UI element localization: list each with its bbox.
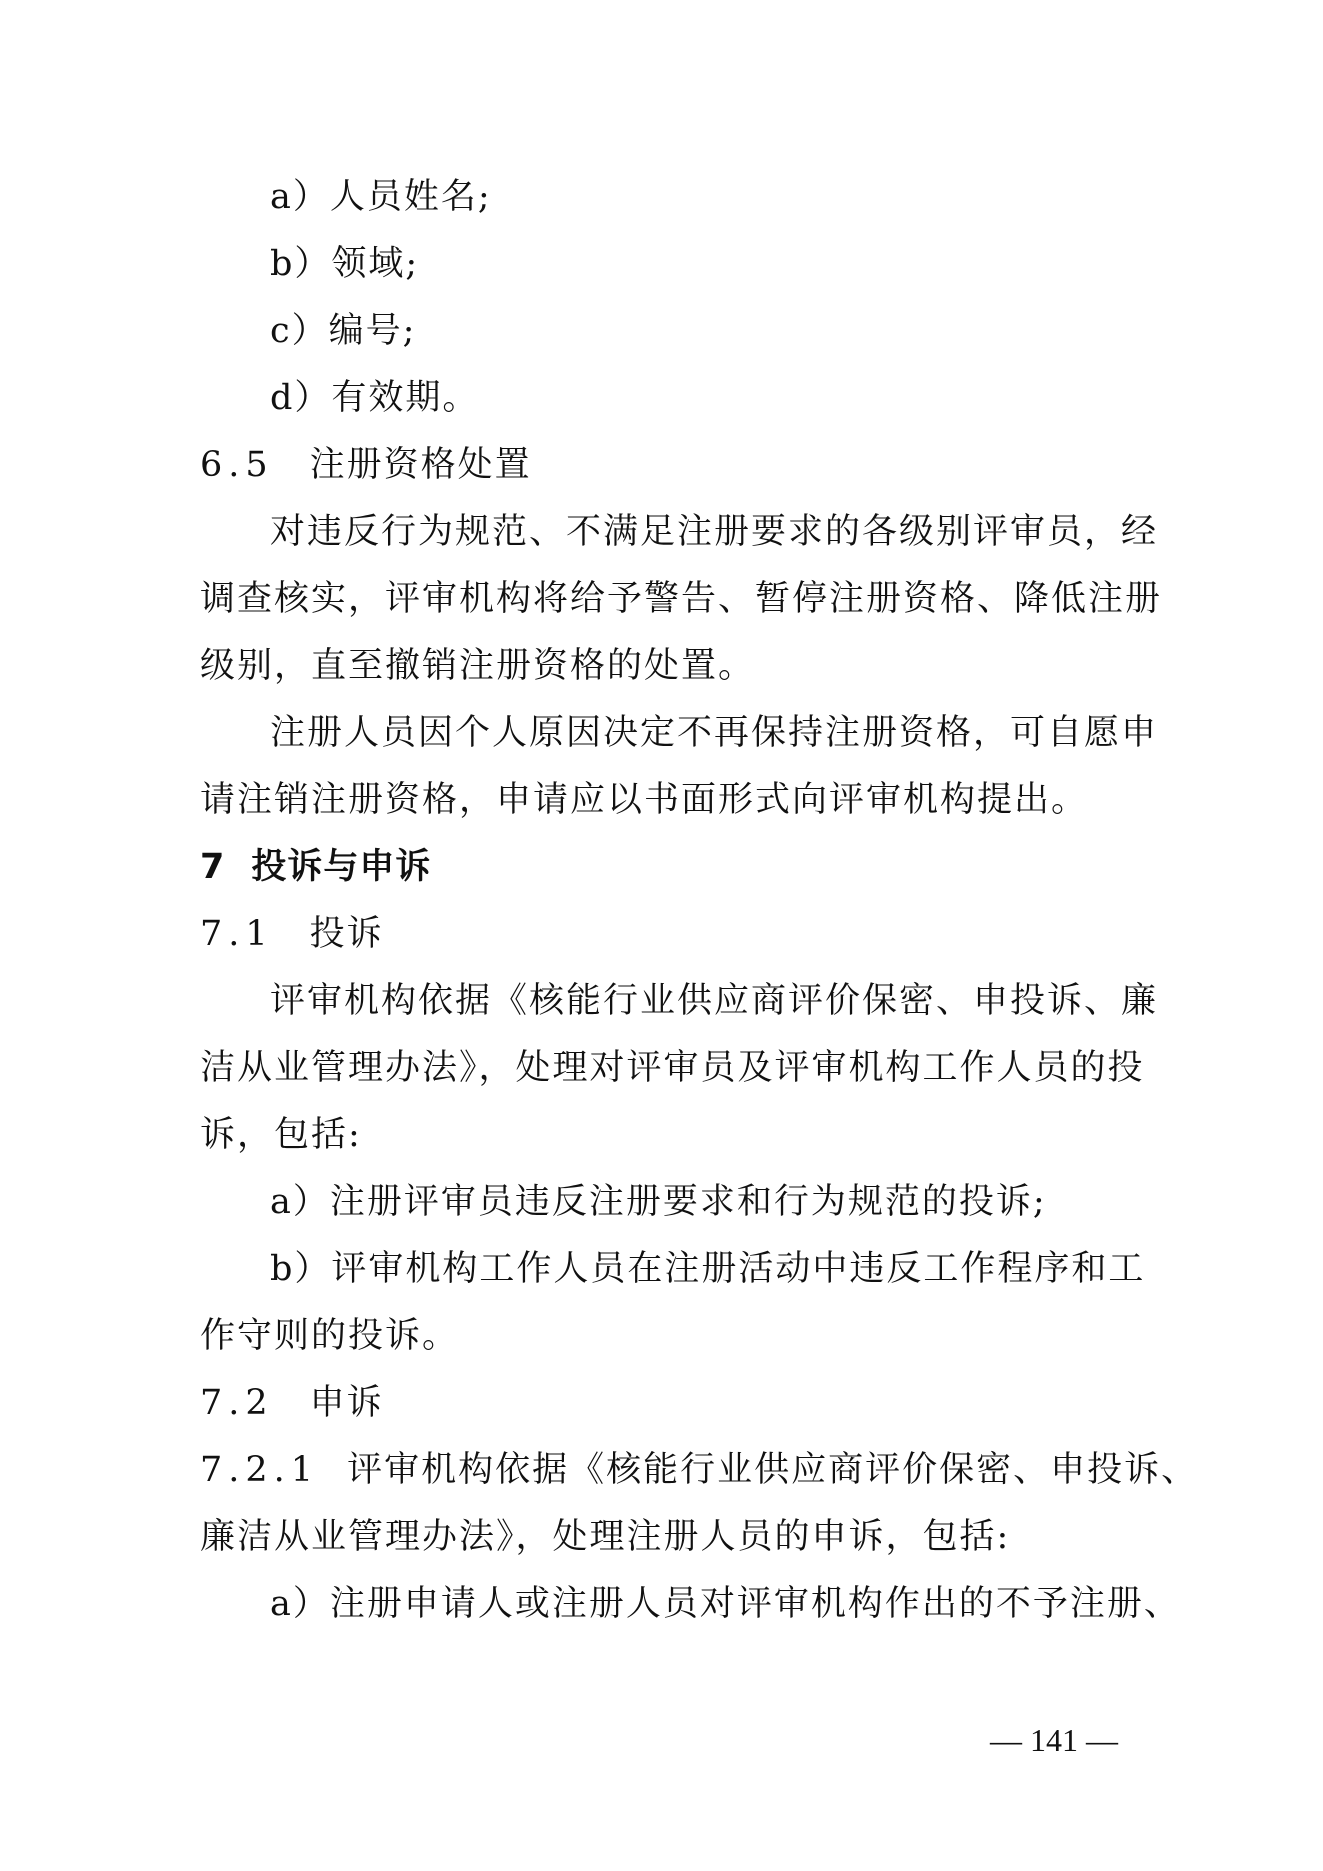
list-item-d-validity: d）有效期。 <box>270 378 480 418</box>
clause-7-2-1 <box>200 1448 1198 1492</box>
paragraph-line: 诉，包括: <box>200 1115 362 1155</box>
section-heading-7-2 <box>200 1381 384 1425</box>
list-item-a-complaint: a）注册评审员违反注册要求和行为规范的投诉; <box>270 1182 1047 1222</box>
paragraph-line: 请注销注册资格，申请应以书面形式向评审机构提出。 <box>200 780 1089 820</box>
chapter-heading-7 <box>200 845 431 889</box>
list-item-a-name: a）人员姓名; <box>270 177 492 217</box>
section-heading-6-5 <box>200 443 532 487</box>
chapter-title: 投诉与申诉 <box>251 847 432 887</box>
list-item-b-field: b）领域; <box>270 244 420 284</box>
section-number: 7.2 <box>200 1383 274 1423</box>
list-item-b-complaint: b）评审机构工作人员在注册活动中违反工作程序和工 <box>270 1249 1146 1289</box>
section-title: 投诉 <box>309 914 384 954</box>
section-title: 注册资格处置 <box>309 445 532 485</box>
list-item-a-appeal: a）注册申请人或注册人员对评审机构作出的不予注册、 <box>270 1584 1181 1624</box>
section-heading-7-1 <box>200 912 384 956</box>
clause-number: 7.2.1 <box>200 1450 320 1490</box>
section-number: 7.1 <box>200 914 274 954</box>
list-item-c-number: c）编号; <box>270 311 417 351</box>
paragraph-line: 注册人员因个人原因决定不再保持注册资格，可自愿申 <box>270 713 1159 753</box>
page-number: — 141 — <box>990 1722 1118 1758</box>
paragraph-line: 洁从业管理办法》，处理对评审员及评审机构工作人员的投 <box>200 1048 1145 1088</box>
clause-text: 评审机构依据《核能行业供应商评价保密、申投诉、 <box>347 1450 1199 1490</box>
section-number: 6.5 <box>200 445 274 485</box>
paragraph-line: 作守则的投诉。 <box>200 1316 460 1356</box>
paragraph-line: 级别，直至撤销注册资格的处置。 <box>200 646 756 686</box>
paragraph-line: 评审机构依据《核能行业供应商评价保密、申投诉、廉 <box>270 981 1159 1021</box>
chapter-number: 7 <box>200 847 226 887</box>
paragraph-line: 廉洁从业管理办法》，处理注册人员的申诉，包括: <box>200 1517 1011 1557</box>
paragraph-line: 调查核实，评审机构将给予警告、暂停注册资格、降低注册 <box>200 579 1163 619</box>
paragraph-line: 对违反行为规范、不满足注册要求的各级别评审员，经 <box>270 512 1159 552</box>
section-title: 申诉 <box>309 1383 384 1423</box>
